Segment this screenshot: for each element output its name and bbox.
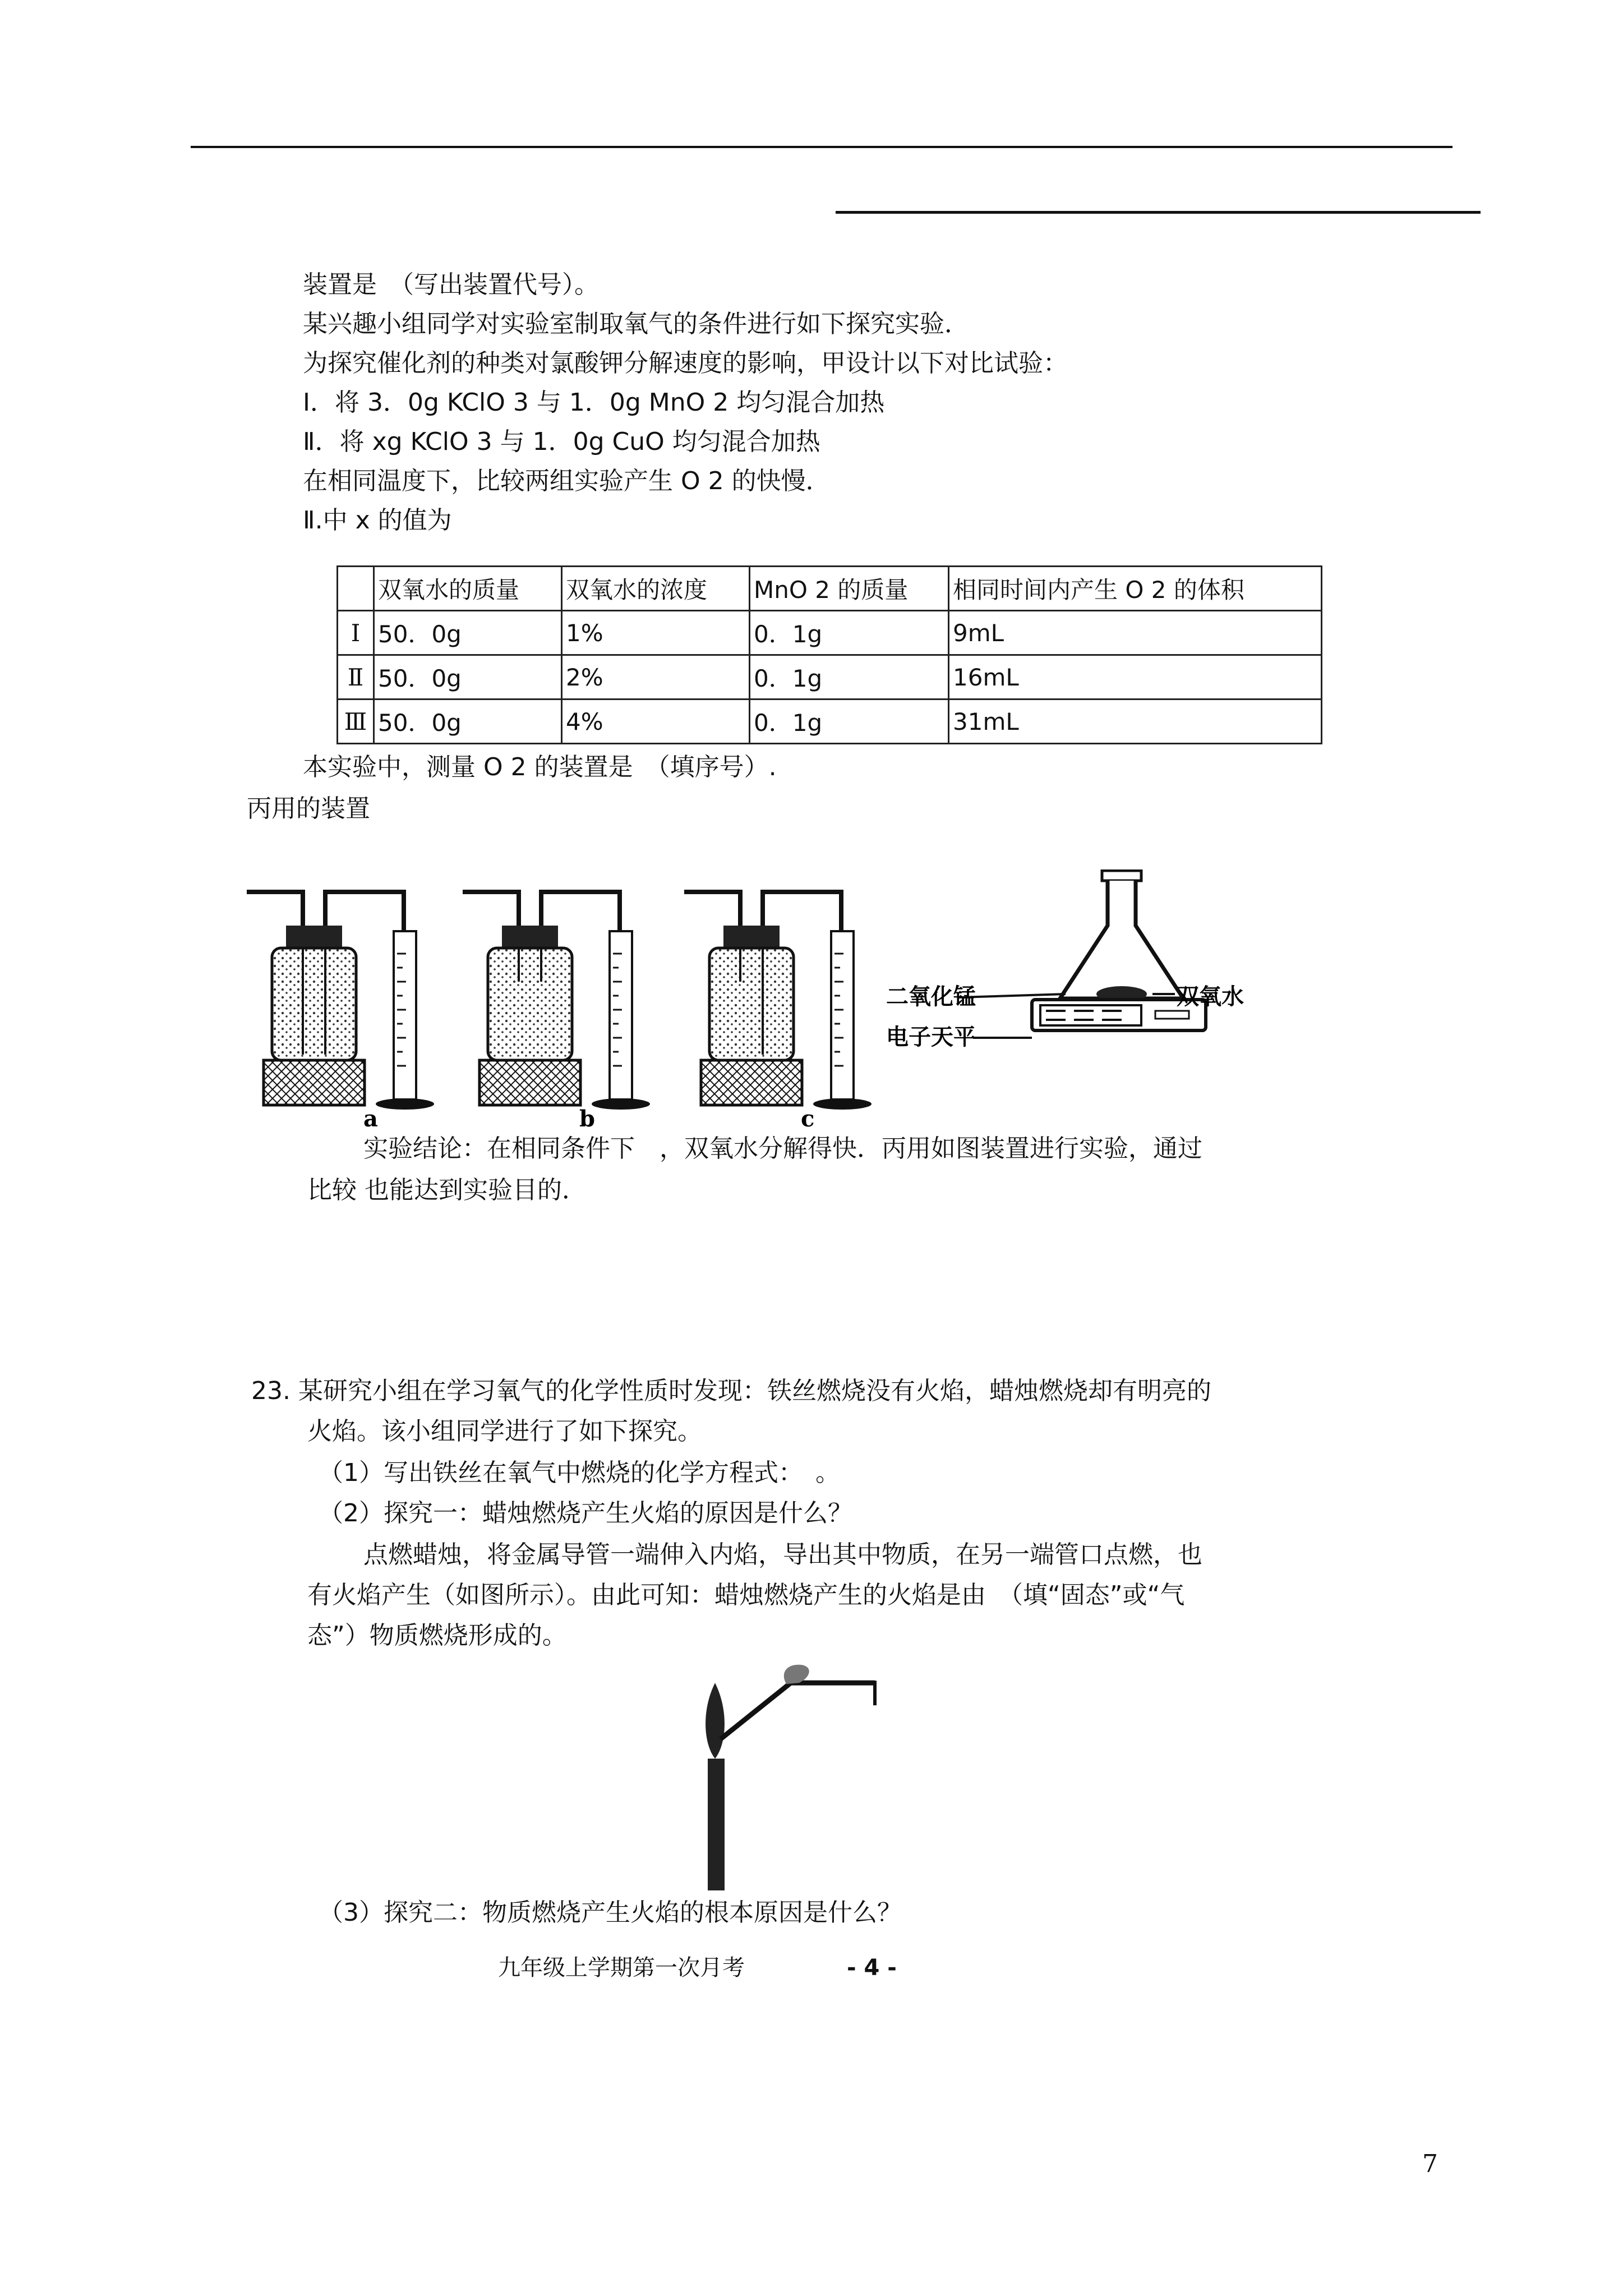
text-line-x-value: Ⅱ.中 x 的值为 <box>303 506 452 535</box>
q23-part-1: （1）写出铁丝在氧气中燃烧的化学方程式： 。 <box>319 1458 840 1487</box>
text-line-compare: 在相同温度下，比较两组实验产生 O 2 的快慢． <box>303 467 831 495</box>
table-cell: 1% <box>562 611 750 655</box>
table-cell: 2% <box>562 655 750 700</box>
setup-b <box>463 892 650 1132</box>
q23-stem: 23. 某研究小组在学习氧气的化学性质时发现：铁丝燃烧没有火焰，蜡烛燃烧却有明亮的 <box>251 1377 1211 1405</box>
footer-page-index: - 4 - <box>847 1955 897 1981</box>
metal-tube <box>721 1683 791 1739</box>
table-cell: 0．1g <box>750 700 949 744</box>
table-cell: 50．0g <box>374 655 562 700</box>
table-header-cell <box>338 567 374 611</box>
table-row <box>338 611 1322 655</box>
q23-part-2-body-end: 态”）物质燃烧形成的。 <box>307 1621 567 1650</box>
setup-a-label: a <box>363 1106 378 1132</box>
q23-part-2: （2）探究一：蜡烛燃烧产生火焰的原因是什么？ <box>319 1499 852 1527</box>
table-header-cell: 双氧水的浓度 <box>562 567 750 611</box>
text-line-bing-device: 丙用的装置 <box>247 794 370 823</box>
h2o2-label: 双氧水 <box>1177 984 1244 1010</box>
experiment-table <box>336 565 1322 744</box>
table-header-cell: 双氧水的质量 <box>374 567 562 611</box>
table-cell: 50．0g <box>374 611 562 655</box>
table-cell: 4% <box>562 700 750 744</box>
text-line-catalyst-aim: 为探究催化剂的种类对氯酸钾分解速度的影响，甲设计以下对比试验： <box>303 349 1068 378</box>
candle <box>708 1759 725 1890</box>
q23-part-3: （3）探究二：物质燃烧产生火焰的根本原因是什么？ <box>319 1898 902 1927</box>
table-cell: 0．1g <box>750 611 949 655</box>
table-cell: 0．1g <box>750 655 949 700</box>
table-row <box>338 700 1322 744</box>
candle-flame <box>706 1683 725 1759</box>
text-line-measure-device: 本实验中，测量 O 2 的装置是 （填序号）. <box>303 753 777 781</box>
table-header-row <box>338 567 1322 611</box>
page-number: 7 <box>1422 2150 1438 2178</box>
q23-part-2-body: 点燃蜡烛，将金属导管一端伸入内焰，导出其中物质，在另一端管口点燃，也 <box>363 1540 1202 1569</box>
mno2-label: 二氧化锰 <box>886 984 976 1010</box>
table-cell: Ⅲ <box>338 700 374 744</box>
setup-c <box>684 892 872 1132</box>
text-line-trial-1: Ⅰ．将 3．0g KClO 3 与 1．0g MnO 2 均匀混合加热 <box>303 388 885 417</box>
text-line-device-code: 装置是 （写出装置代号）。 <box>303 270 599 299</box>
table-header-cell: 相同时间内产生 O 2 的体积 <box>949 567 1322 611</box>
text-line-conclusion: 实验结论：在相同条件下 ，双氧水分解得快．丙用如图装置进行实验，通过 <box>363 1134 1202 1163</box>
q23-part-2-body-cont: 有火焰产生（如图所示）。由此可知：蜡烛燃烧产生的火焰是由 （填“固态”或“气 <box>307 1581 1185 1609</box>
table-cell: 16mL <box>949 655 1322 700</box>
setup-c-label: c <box>801 1106 815 1132</box>
text-line-inquiry-intro: 某兴趣小组同学对实验室制取氧气的条件进行如下探究实验． <box>303 310 969 338</box>
table-cell: 31mL <box>949 700 1322 744</box>
apparatus-figure <box>241 869 1307 1133</box>
balance-setup <box>886 871 1244 1050</box>
table-cell: Ⅰ <box>338 611 374 655</box>
balance-label: 电子天平 <box>886 1024 976 1050</box>
table-cell: 50．0g <box>374 700 562 744</box>
setup-b-label: b <box>579 1106 595 1132</box>
table-cell: Ⅱ <box>338 655 374 700</box>
setup-a <box>247 892 434 1132</box>
table-row <box>338 655 1322 700</box>
q23-stem-cont: 火焰。该小组同学进行了如下探究。 <box>307 1417 702 1446</box>
text-line-trial-2: Ⅱ．将 xg KClO 3 与 1．0g CuO 均匀混合加热 <box>303 427 820 456</box>
table-cell: 9mL <box>949 611 1322 655</box>
top-rule-right <box>836 211 1481 214</box>
candle-figure <box>695 1660 909 1896</box>
table-header-cell: MnO 2 的质量 <box>750 567 949 611</box>
text-line-conclusion-cont: 比较 也能达到实验目的． <box>307 1176 587 1204</box>
footer-exam-title: 九年级上学期第一次月考 <box>498 1955 745 1981</box>
top-rule <box>191 146 1453 148</box>
